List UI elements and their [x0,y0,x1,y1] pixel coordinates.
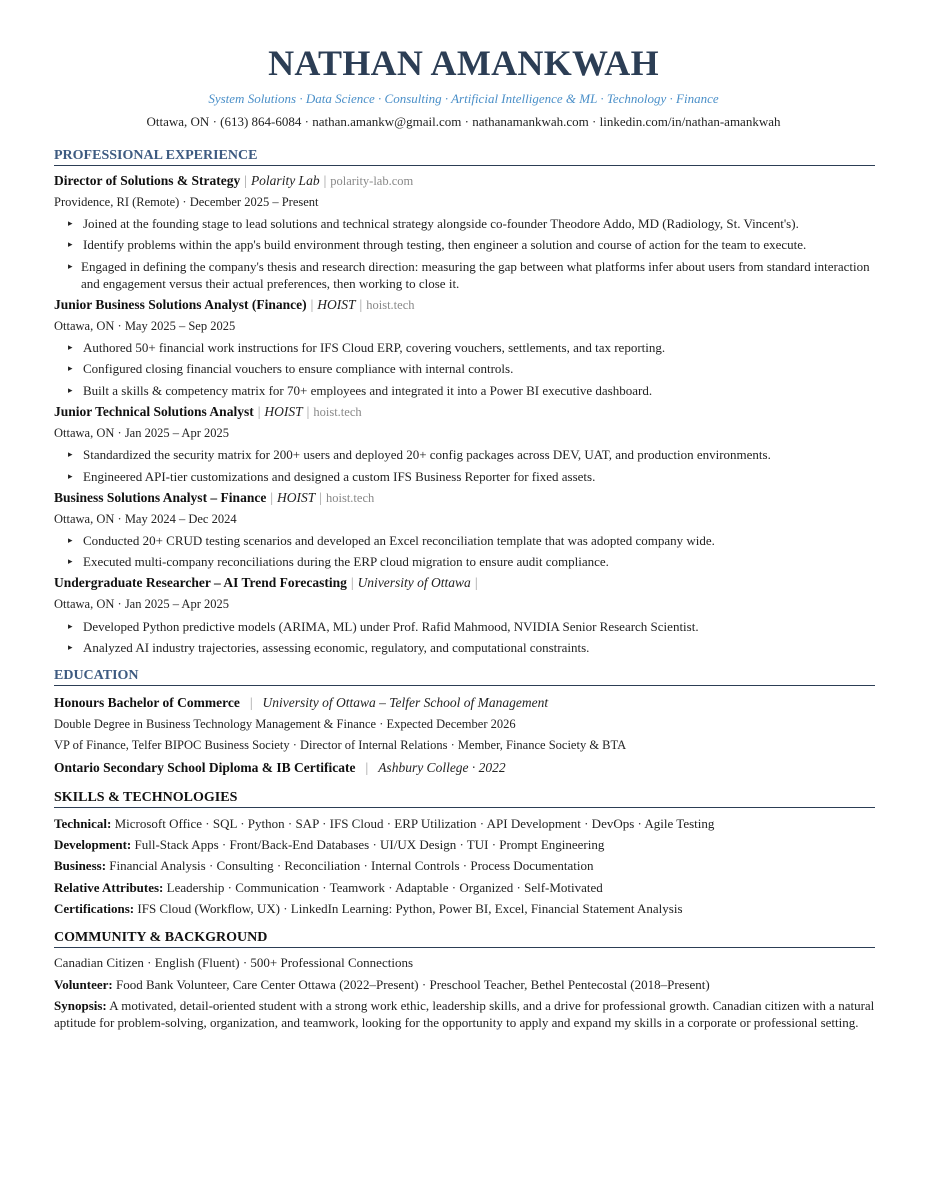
community-section [54,929,875,1059]
highschool-row: Ontario Secondary School Diploma & IB Certificate | Ashbury College · 2022 [54,760,506,775]
job-title: Undergraduate Researcher – AI Trend Forecasting [54,575,347,590]
job-title: Junior Technical Solutions Analyst [54,404,254,419]
job-meta: Ottawa, ON · Jan 2025 – Apr 2025 [54,426,229,440]
job-bullet: ▸ Authored 50+ financial work instructions for IFS Cloud ERP, covering vouchers, settlements, and tax reporting. [68,339,878,356]
job-company-link[interactable]: polarity-lab.com [330,174,414,188]
experience-section [54,147,875,662]
skills-section [54,789,875,919]
community-basics: Canadian Citizen · English (Fluent) · 500+ Professional Connections [54,955,413,970]
highschool-school: Ashbury College · 2022 [378,760,506,775]
job-company: HOIST [277,490,316,505]
job-title-row: Undergraduate Researcher – AI Trend Forecasting | University of Ottawa | [54,575,478,590]
job-company-link[interactable]: hoist.tech [313,405,362,419]
job-bullet: ▸ Configured closing financial vouchers to ensure compliance with internal controls. [68,360,878,377]
job-bullet: ▸ Engineered API-tier customizations and designed a custom IFS Business Reporter for fixed assets. [68,468,878,485]
synopsis-paragraph: Synopsis: A motivated, detail-oriented student with a strong work ethic, leadership skills, and a drive for professional growth. Canadian citizen with a natural aptitude for problem-solving, organization, and teamwork, looking for the opportunity to apply and expand my skills in a corporate or professional setting. [54,998,875,1030]
education-heading: EDUCATION [54,667,875,686]
volunteer-row: Volunteer: Food Bank Volunteer, Care Center Ottawa (2022–Present) · Preschool Teacher, Bethel Pentecostal (2018–Present) [54,977,710,992]
job-bullet: ▸ Developed Python predictive models (ARIMA, ML) under Prof. Rafid Mahmood, NVIDIA Senior Research Scientist. [68,618,878,635]
skills-row-attributes: Relative Attributes: Leadership · Communication · Teamwork · Adaptable · Organized · Self-Motivated [54,880,603,895]
job-title-row: Junior Technical Solutions Analyst | HOIST | hoist.tech [54,404,362,419]
job-bullet: ▸ Joined at the founding stage to lead solutions and technical strategy alongside co-founder Theodore Addo, MD (Radiology, St. Vincent's). [68,215,878,232]
job-company-link[interactable]: hoist.tech [366,298,415,312]
job-bullet: ▸ Engaged in defining the company's thesis and research direction: measuring the gap between what platforms infer about users from standard interaction and engagement versus their actual preferences, then working to close it. [68,258,878,292]
job-title-row: Director of Solutions & Strategy | Polarity Lab | polarity-lab.com [54,173,414,188]
job-company: Polarity Lab [250,173,320,188]
job-company: HOIST [317,297,356,312]
job-meta: Ottawa, ON · May 2024 – Dec 2024 [54,512,237,526]
experience-heading: PROFESSIONAL EXPERIENCE [54,147,875,166]
job-title-row: Business Solutions Analyst – Finance | HOIST | hoist.tech [54,490,375,505]
contact-line: Ottawa, ON · (613) 864-6084 · nathan.amankw@gmail.com · nathanamankwah.com · linkedin.com/in/nathan-amankwah [146,114,781,129]
skills-heading: SKILLS & TECHNOLOGIES [54,789,875,808]
job-bullet: ▸ Built a skills & competency matrix for 70+ employees and integrated it into a Power BI executive dashboard. [68,382,878,399]
degree-school: University of Ottawa – Telfer School of Management [262,695,549,710]
community-heading: COMMUNITY & BACKGROUND [54,929,875,948]
job-title-row: Junior Business Solutions Analyst (Finance) | HOIST | hoist.tech [54,297,415,312]
candidate-name: NATHAN AMANKWAH [268,43,659,83]
degree-title: Honours Bachelor of Commerce [54,695,240,710]
job-bullet: ▸ Conducted 20+ CRUD testing scenarios and developed an Excel reconciliation template that was adopted company wide. [68,532,878,549]
job-company: University of Ottawa [357,575,471,590]
skills-row-development: Development: Full-Stack Apps · Front/Back-End Databases · UI/UX Design · TUI · Prompt Engineering [54,837,605,852]
job-title: Business Solutions Analyst – Finance [54,490,267,505]
education-roles: VP of Finance, Telfer BIPOC Business Society · Director of Internal Relations · Member, Finance Society & BTA [54,738,627,752]
job-bullet: ▸ Standardized the security matrix for 200+ users and deployed 20+ config packages across DEV, UAT, and production environments. [68,446,878,463]
job-bullet: ▸ Identify problems within the app's build environment through testing, then engineer a solution and course of action for the team to execute. [68,236,878,253]
education-section [54,667,875,782]
job-meta: Ottawa, ON · May 2025 – Sep 2025 [54,319,236,333]
job-company: HOIST [264,404,303,419]
job-title: Junior Business Solutions Analyst (Finance) [54,297,307,312]
degree-row: Honours Bachelor of Commerce | University of Ottawa – Telfer School of Management [54,695,549,710]
job-title: Director of Solutions & Strategy [54,173,241,188]
job-company-link[interactable]: hoist.tech [325,491,375,505]
job-bullet: ▸ Executed multi-company reconciliations during the ERP cloud migration to ensure audit compliance. [68,553,878,570]
skills-row-certifications: Certifications: IFS Cloud (Workflow, UX) · LinkedIn Learning: Python, Power BI, Excel, Financial Statement Analysis [54,901,683,916]
skills-row-business: Business: Financial Analysis · Consulting · Reconciliation · Internal Controls · Process Documentation [54,858,594,873]
skills-row-technical: Technical: Microsoft Office · SQL · Python · SAP · IFS Cloud · ERP Utilization · API Development · DevOps · Agile Testing [54,816,715,831]
tagline: System Solutions · Data Science · Consulting · Artificial Intelligence & ML · Technology · Finance [208,91,719,106]
highschool-title: Ontario Secondary School Diploma & IB Certificate [54,760,356,775]
degree-detail: Double Degree in Business Technology Management & Finance · Expected December 2026 [54,717,516,731]
job-meta: Providence, RI (Remote) · December 2025 – Present [54,195,319,209]
job-bullet: ▸ Analyzed AI industry trajectories, assessing economic, regulatory, and computational constraints. [68,639,878,656]
job-meta: Ottawa, ON · Jan 2025 – Apr 2025 [54,597,229,611]
